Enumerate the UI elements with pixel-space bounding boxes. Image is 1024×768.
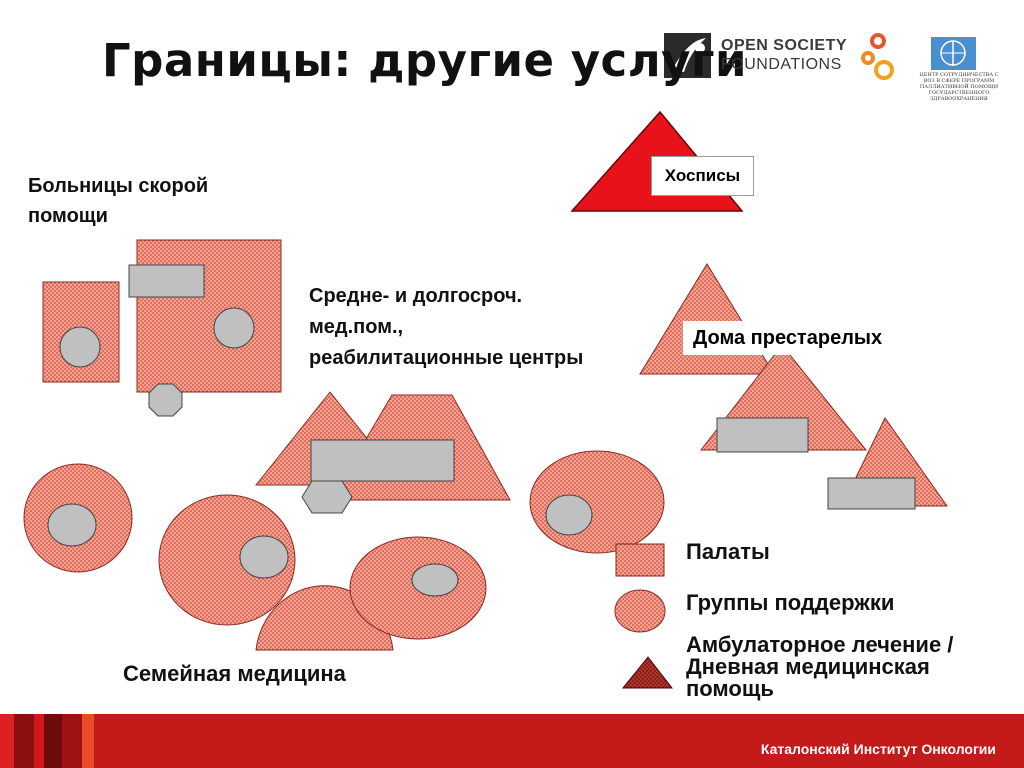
who-caption: ЦЕНТР СОТРУДНИЧЕСТВА С ВОЗ В СФЕРЕ ПРОГРАММ ПАЛЛИАТИВНОЙ ПОМОЩИ ГОСУДАРСТВЕННОГО ЗДРАВООХРАНЕНИЯ bbox=[919, 72, 999, 102]
medium-term-hexagon bbox=[302, 481, 352, 513]
support-circle-group bbox=[530, 451, 664, 553]
page-title: Границы: другие услуги bbox=[102, 34, 748, 87]
ico-logo bbox=[863, 35, 892, 78]
hospital-support-circle-1 bbox=[60, 327, 100, 367]
footer-stripe-1 bbox=[0, 714, 14, 768]
legend-wards-square bbox=[616, 544, 664, 576]
legend-ambulatory-label: Амбулаторное лечение / Дневная медицинская помощь bbox=[686, 632, 954, 701]
footer-stripe-4 bbox=[44, 714, 62, 768]
hospital-large-square bbox=[137, 240, 281, 392]
legend-ambulatory-triangle bbox=[623, 657, 672, 688]
hospices-label: Хосписы bbox=[651, 156, 754, 196]
legend-support-circle bbox=[615, 590, 665, 632]
family-inner-1 bbox=[48, 504, 96, 546]
nursing-homes-label: Дома престарелых bbox=[683, 321, 941, 355]
family-inner-4 bbox=[412, 564, 458, 596]
open-society-wordmark bbox=[721, 36, 847, 74]
big-support-circle bbox=[530, 451, 664, 553]
legend-support-label: Группы поддержки bbox=[686, 590, 895, 615]
hospitals-group bbox=[43, 240, 281, 416]
footer-stripe-6 bbox=[82, 714, 94, 768]
footer-bar bbox=[0, 714, 1024, 768]
nursing-triangle-1 bbox=[640, 264, 774, 374]
hospital-octagon bbox=[149, 384, 182, 416]
nursing-homes-group bbox=[640, 264, 947, 509]
legend-symbols bbox=[615, 544, 672, 688]
osf-line-1: OPEN SOCIETY bbox=[721, 37, 848, 54]
nursing-ward-box-1 bbox=[717, 418, 808, 452]
footer-stripe-5 bbox=[62, 714, 82, 768]
hospital-support-circle-2 bbox=[214, 308, 254, 348]
who-emblem bbox=[931, 37, 976, 70]
osf-line-2: FOUNDATIONS bbox=[721, 56, 842, 73]
family-inner-2 bbox=[240, 536, 288, 578]
hospital-ward-box bbox=[129, 265, 204, 297]
family-medicine-label: Семейная медицина bbox=[123, 661, 346, 686]
medium-long-term-label: Средне- и долгосроч. мед.пом., реабилитационные центры bbox=[309, 285, 584, 369]
footer-institute-name: Каталонский Институт Онкологии bbox=[760, 741, 996, 757]
medium-term-ward-box bbox=[311, 440, 454, 481]
medium-long-term-group bbox=[256, 392, 510, 513]
legend-wards-label: Палаты bbox=[686, 539, 770, 564]
hospitals-label: Больницы скорой помощи bbox=[28, 175, 209, 227]
footer-stripe-2 bbox=[14, 714, 34, 768]
footer-stripe-3 bbox=[34, 714, 44, 768]
big-support-inner bbox=[546, 495, 592, 535]
nursing-ward-box-2 bbox=[828, 478, 915, 509]
